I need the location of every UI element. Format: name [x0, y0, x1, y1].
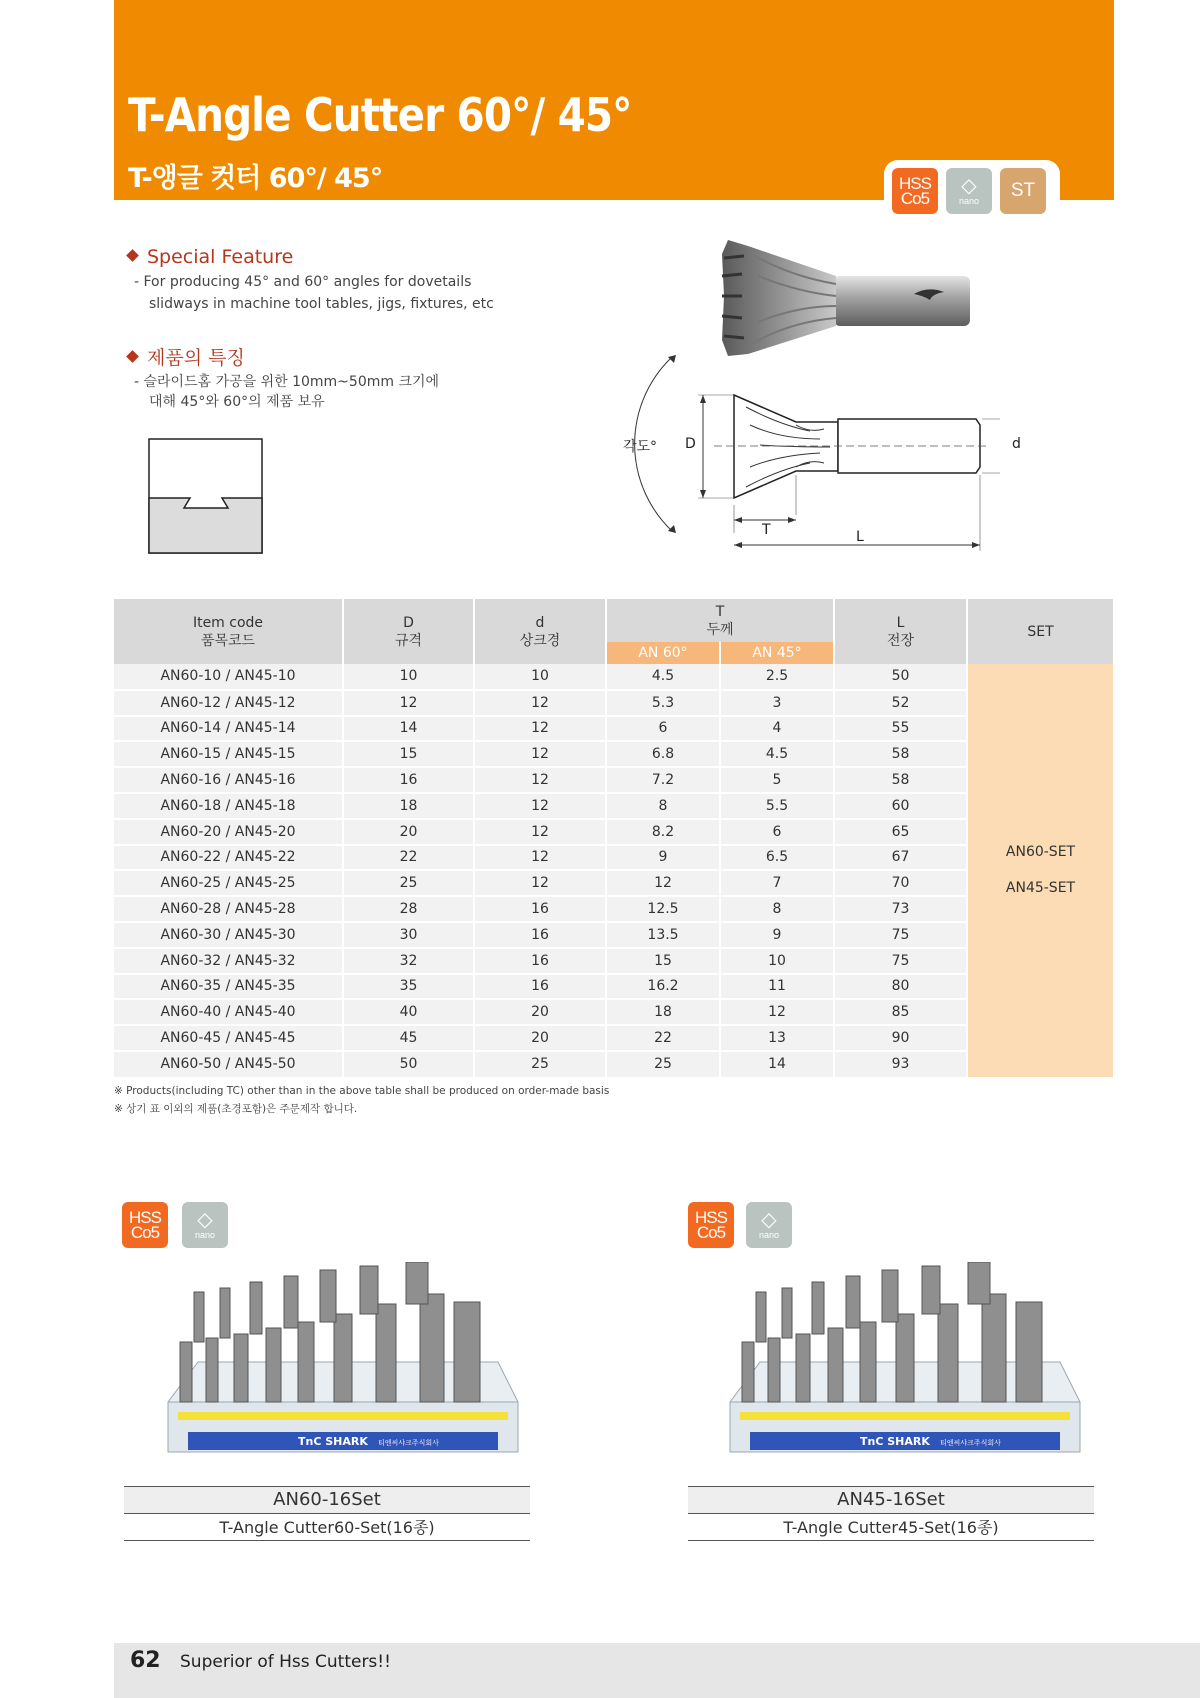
header-d: d 상크경 [474, 599, 606, 664]
table-cell: AN60-30 / AN45-30 [114, 922, 343, 948]
nano-coating-badge: ◇ nano [182, 1202, 228, 1248]
table-cell: 50 [834, 664, 967, 690]
table-cell: 22 [606, 1025, 720, 1051]
table-cell: 22 [343, 845, 474, 871]
table-cell: 13 [720, 1025, 834, 1051]
table-cell: 18 [606, 999, 720, 1025]
table-cell: AN60-18 / AN45-18 [114, 793, 343, 819]
table-cell: AN60-45 / AN45-45 [114, 1025, 343, 1051]
header-an45: AN 45° [720, 642, 834, 664]
product-code-2: AN45-16Set [688, 1486, 1094, 1514]
table-cell: 85 [834, 999, 967, 1025]
page-title: T-Angle Cutter 60°/ 45° [128, 88, 632, 142]
table-row [114, 922, 1114, 948]
table-cell: 4.5 [720, 741, 834, 767]
table-cell: 6 [606, 716, 720, 742]
table-cell: 16.2 [606, 974, 720, 1000]
table-cell: 5.3 [606, 690, 720, 716]
length-label: L [856, 529, 864, 545]
footnote-ko: ※ 상기 표 이외의 제품(초경포함)은 주문제작 합니다. [114, 1103, 358, 1115]
table-cell: AN60-20 / AN45-20 [114, 819, 343, 845]
table-cell: 12 [474, 690, 606, 716]
table-row [114, 974, 1114, 1000]
table-cell: AN60-50 / AN45-50 [114, 1051, 343, 1077]
product-badges-2 [688, 1202, 798, 1254]
table-cell: 12 [474, 845, 606, 871]
table-cell: 32 [343, 948, 474, 974]
table-cell: 7 [720, 870, 834, 896]
product-code-1: AN60-16Set [124, 1486, 530, 1514]
table-cell: 12 [474, 793, 606, 819]
table-cell: 12 [474, 716, 606, 742]
table-cell: 8 [720, 896, 834, 922]
table-cell: 73 [834, 896, 967, 922]
table-row [114, 767, 1114, 793]
table-cell: AN60-12 / AN45-12 [114, 690, 343, 716]
header-D: D 규격 [343, 599, 474, 664]
feature-line: 대해 45°와 60°의 제품 보유 [149, 394, 325, 410]
table-cell: 12 [343, 690, 474, 716]
table-cell: 58 [834, 741, 967, 767]
shank-diameter-label: d [1012, 436, 1021, 452]
table-cell: AN60-14 / AN45-14 [114, 716, 343, 742]
footnote-en: ※ Products(including TC) other than in the above table shall be produced on order-made basis [114, 1085, 610, 1097]
table-cell: 8 [606, 793, 720, 819]
hss-co5-badge: HSS Co5 [892, 168, 938, 214]
table-cell: 4 [720, 716, 834, 742]
table-row [114, 690, 1114, 716]
table-cell: 52 [834, 690, 967, 716]
diamond-icon: ◇ [961, 175, 977, 197]
table-cell: 80 [834, 974, 967, 1000]
table-cell: 4.5 [606, 664, 720, 690]
table-row [114, 845, 1114, 871]
table-cell: 45 [343, 1025, 474, 1051]
table-cell: 12 [606, 870, 720, 896]
feature-line: slidways in machine tool tables, jigs, fixtures, etc [149, 296, 494, 312]
table-cell: 90 [834, 1025, 967, 1051]
page-title-korean: T-앵글 컷터 60°/ 45° [128, 163, 383, 194]
table-row [114, 1025, 1114, 1051]
header-L: L 전장 [834, 599, 967, 664]
brand-label: TnC SHARK [860, 1435, 930, 1448]
table-cell: 9 [720, 922, 834, 948]
table-cell: 12.5 [606, 896, 720, 922]
table-cell: 20 [343, 819, 474, 845]
product-set-photo-45 [720, 1262, 1090, 1484]
page-number: 62 [130, 1648, 161, 1673]
table-cell: AN60-16 / AN45-16 [114, 767, 343, 793]
feature-heading-en: Special Feature [128, 246, 293, 268]
diamond-icon: ◇ [197, 1209, 213, 1231]
table-row [114, 664, 1114, 690]
brand-label-ko: 티엔씨샤크주식회사 [940, 1439, 1001, 1447]
diamond-bullet-icon [126, 249, 139, 262]
angle-label: 각도° [623, 439, 658, 455]
table-cell: 20 [474, 1025, 606, 1051]
table-row [114, 1051, 1114, 1077]
table-cell: 60 [834, 793, 967, 819]
table-cell: 5.5 [720, 793, 834, 819]
table-cell: 10 [343, 664, 474, 690]
table-cell: 6.8 [606, 741, 720, 767]
table-cell: 12 [720, 999, 834, 1025]
table-cell: 16 [474, 922, 606, 948]
table-cell: 16 [474, 974, 606, 1000]
table-cell: 7.2 [606, 767, 720, 793]
table-cell: 5 [720, 767, 834, 793]
table-cell: 8.2 [606, 819, 720, 845]
footer-slogan: Superior of Hss Cutters!! [180, 1652, 391, 1672]
table-cell: 14 [720, 1051, 834, 1077]
table-cell: 20 [474, 999, 606, 1025]
table-cell: 25 [474, 1051, 606, 1077]
table-cell: 15 [606, 948, 720, 974]
table-cell: 18 [343, 793, 474, 819]
table-cell: 93 [834, 1051, 967, 1077]
product-desc-2: T-Angle Cutter45-Set(16종) [688, 1515, 1094, 1541]
nano-coating-badge: ◇ nano [746, 1202, 792, 1248]
table-cell: 13.5 [606, 922, 720, 948]
feature-heading-ko: 제품의 특징 [128, 343, 245, 370]
table-cell: 6.5 [720, 845, 834, 871]
product-set-photo-60 [158, 1262, 528, 1484]
table-cell: 12 [474, 741, 606, 767]
table-cell: 16 [474, 896, 606, 922]
table-cell: AN60-22 / AN45-22 [114, 845, 343, 871]
table-cell: 12 [474, 870, 606, 896]
table-cell: 11 [720, 974, 834, 1000]
table-cell: AN60-10 / AN45-10 [114, 664, 343, 690]
header-set: SET [967, 599, 1114, 664]
table-cell: 65 [834, 819, 967, 845]
table-cell: 2.5 [720, 664, 834, 690]
diameter-label: D [685, 436, 696, 452]
table-cell: 10 [720, 948, 834, 974]
table-cell: 12 [474, 767, 606, 793]
table-cell: 70 [834, 870, 967, 896]
table-cell: AN60-35 / AN45-35 [114, 974, 343, 1000]
table-cell: 10 [474, 664, 606, 690]
table-cell: AN60-28 / AN45-28 [114, 896, 343, 922]
product-desc-1: T-Angle Cutter60-Set(16종) [124, 1515, 530, 1541]
table-cell: 55 [834, 716, 967, 742]
table-cell: AN60-25 / AN45-25 [114, 870, 343, 896]
table-cell: 25 [606, 1051, 720, 1077]
table-cell: 58 [834, 767, 967, 793]
table-cell: 14 [343, 716, 474, 742]
table-row [114, 716, 1114, 742]
feature-line: - 슬라이드홈 가공을 위한 10mm~50mm 크기에 [134, 374, 440, 390]
st-badge: ST [1000, 168, 1046, 214]
hss-co5-badge: HSS Co5 [122, 1202, 168, 1248]
table-cell: 75 [834, 922, 967, 948]
table-row [114, 741, 1114, 767]
table-cell: AN60-32 / AN45-32 [114, 948, 343, 974]
table-cell: 40 [343, 999, 474, 1025]
table-cell: 67 [834, 845, 967, 871]
table-cell: 30 [343, 922, 474, 948]
diamond-bullet-icon [126, 350, 139, 363]
table-row [114, 896, 1114, 922]
cutter-photo [718, 236, 978, 358]
nano-coating-badge: ◇ nano [946, 168, 992, 214]
table-cell: 16 [343, 767, 474, 793]
table-row [114, 948, 1114, 974]
table-cell: 35 [343, 974, 474, 1000]
table-cell: 75 [834, 948, 967, 974]
table-cell: 15 [343, 741, 474, 767]
hss-co5-badge: HSS Co5 [688, 1202, 734, 1248]
brand-label-ko: 티엔씨샤크주식회사 [378, 1439, 439, 1447]
thickness-label: T [762, 522, 771, 538]
diamond-icon: ◇ [761, 1209, 777, 1231]
material-badges [884, 160, 1060, 224]
header-an60: AN 60° [606, 642, 720, 664]
table-cell: 16 [474, 948, 606, 974]
table-row [114, 999, 1114, 1025]
header-item-code: Item code 품목코드 [114, 599, 343, 664]
dovetail-slot-illustration [148, 438, 264, 556]
brand-label: TnC SHARK [298, 1435, 368, 1448]
table-cell: AN60-15 / AN45-15 [114, 741, 343, 767]
table-cell: 6 [720, 819, 834, 845]
spec-table [114, 599, 1115, 1077]
table-cell: 25 [343, 870, 474, 896]
set-label-an45: AN45-SET [1005, 880, 1076, 897]
header-T: T 두께 [606, 599, 834, 642]
set-label-an60: AN60-SET [1005, 844, 1076, 861]
table-row [114, 793, 1114, 819]
table-row [114, 819, 1114, 845]
feature-line: - For producing 45° and 60° angles for dovetails [134, 274, 472, 290]
product-badges-1 [122, 1202, 232, 1254]
table-cell: AN60-40 / AN45-40 [114, 999, 343, 1025]
set-cell [967, 664, 1114, 1077]
technical-drawing [610, 355, 1000, 560]
table-cell: 9 [606, 845, 720, 871]
table-cell: 3 [720, 690, 834, 716]
table-cell: 50 [343, 1051, 474, 1077]
table-cell: 28 [343, 896, 474, 922]
table-cell: 12 [474, 819, 606, 845]
table-row [114, 870, 1114, 896]
